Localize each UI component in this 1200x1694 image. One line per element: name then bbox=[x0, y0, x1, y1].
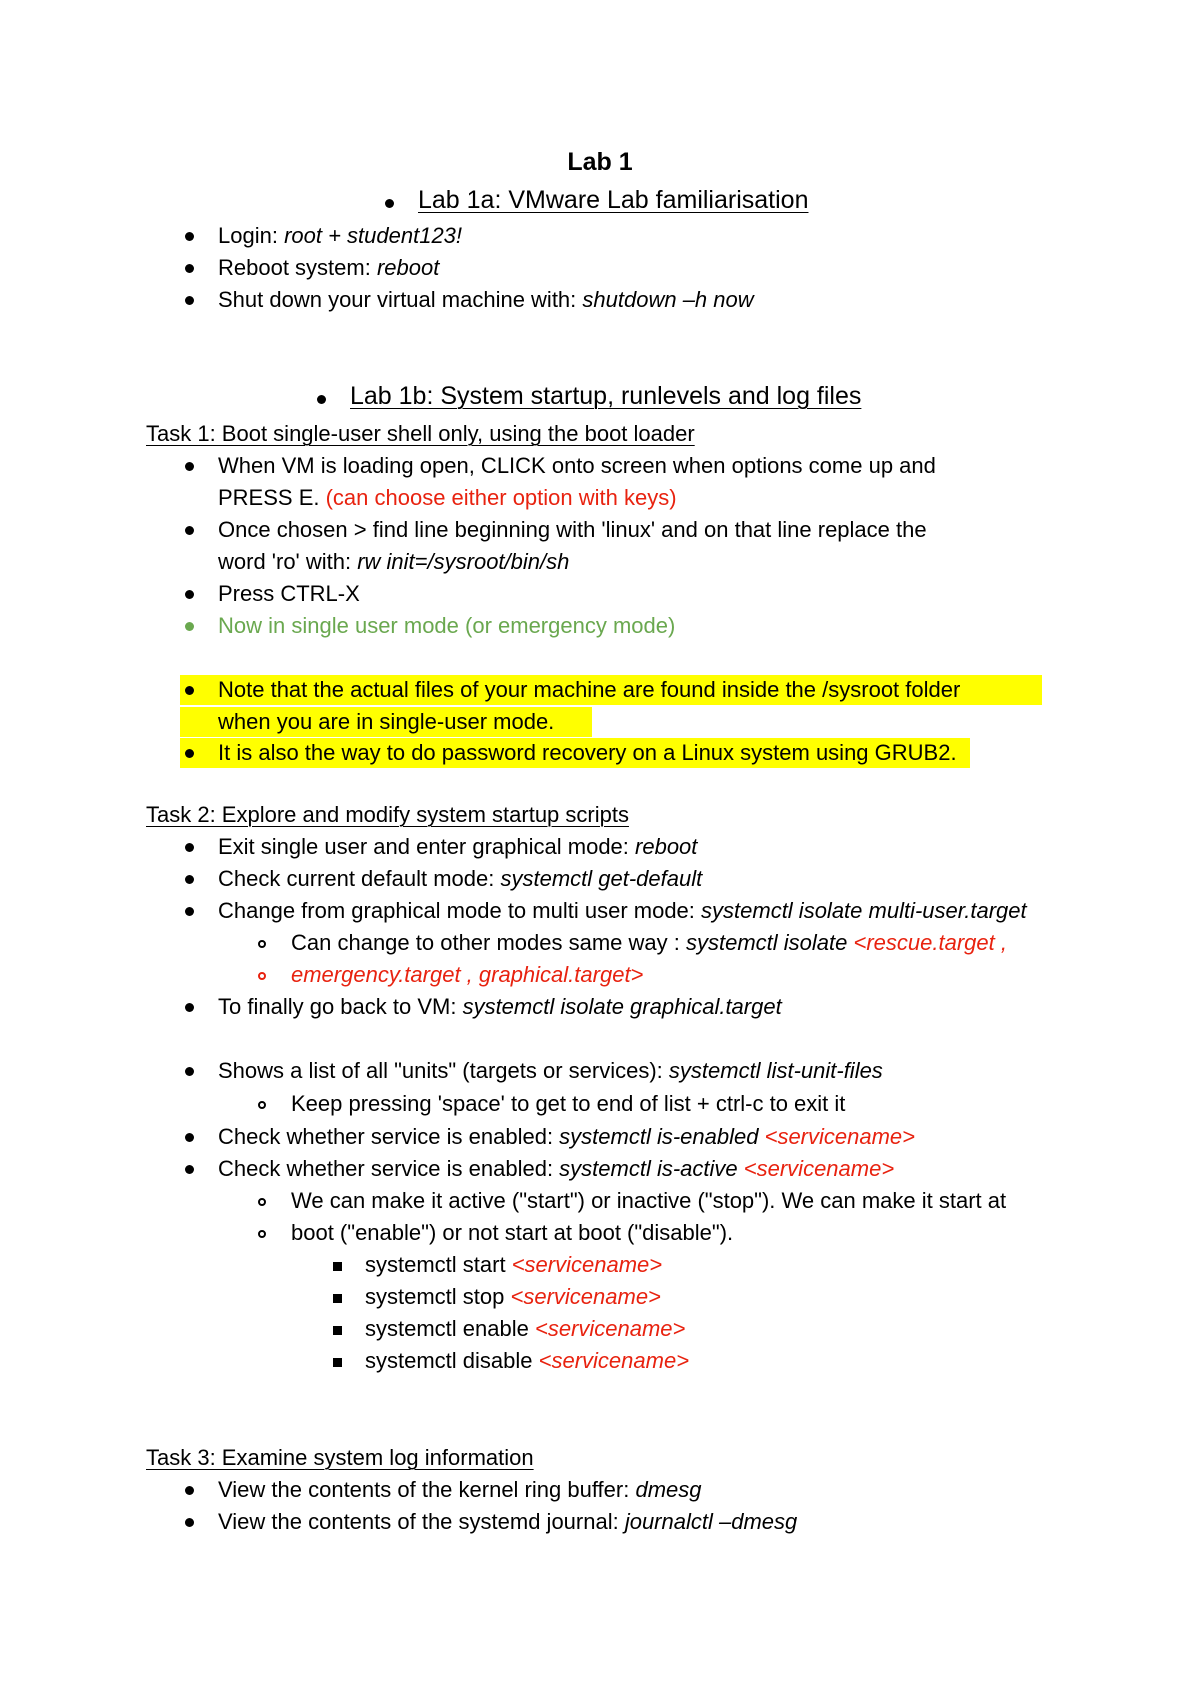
sub-bullet-icon bbox=[258, 940, 266, 948]
bullet-icon bbox=[185, 875, 194, 884]
bullet-icon bbox=[185, 843, 194, 852]
bullet-icon bbox=[185, 462, 194, 471]
bullet-icon bbox=[185, 590, 194, 599]
command-item bbox=[365, 1346, 689, 1376]
sub-list-item bbox=[291, 928, 1007, 958]
heading-bullet-icon bbox=[317, 395, 326, 404]
placeholder-text: <servicename> bbox=[743, 1156, 895, 1181]
list-item bbox=[218, 253, 439, 283]
command-item bbox=[365, 1250, 662, 1280]
sub-list-item: We can make it active ("start") or inactive ("stop"). We can make it start at bbox=[291, 1188, 1007, 1213]
sub-bullet-icon bbox=[258, 972, 266, 980]
command-text: systemctl enable bbox=[365, 1316, 535, 1341]
bullet-icon bbox=[185, 264, 194, 273]
lab1b-heading: Lab 1b: System startup, runlevels and log files bbox=[350, 382, 862, 410]
item-text: View the contents of the systemd journal: bbox=[218, 1509, 625, 1534]
list-item: When VM is loading open, CLICK onto screen when options come up and bbox=[218, 453, 936, 478]
item-text: word 'ro' with: bbox=[218, 549, 358, 574]
list-item: Press CTRL-X bbox=[218, 581, 360, 606]
square-bullet-icon bbox=[333, 1262, 342, 1271]
list-item bbox=[218, 285, 754, 315]
command-text: reboot bbox=[635, 834, 698, 859]
command-text: systemctl list-unit-files bbox=[668, 1058, 883, 1083]
placeholder-text: <servicename> bbox=[510, 1284, 661, 1309]
sub-bullet-icon bbox=[258, 1230, 266, 1238]
command-text: systemctl start bbox=[365, 1252, 512, 1277]
item-text: Exit single user and enter graphical mode: bbox=[218, 834, 636, 859]
task1-heading: Task 1: Boot single-user shell only, using the boot loader bbox=[146, 421, 695, 446]
bullet-icon bbox=[185, 1067, 194, 1076]
placeholder-text: <servicename> bbox=[534, 1316, 686, 1341]
bullet-icon bbox=[185, 749, 194, 758]
item-text: Check current default mode: bbox=[218, 866, 501, 891]
list-item bbox=[218, 1154, 894, 1184]
list-item bbox=[218, 832, 697, 862]
list-item bbox=[218, 896, 1027, 926]
item-text: Check whether service is enabled: bbox=[218, 1124, 560, 1149]
list-item bbox=[218, 992, 782, 1022]
placeholder-text: <servicename> bbox=[764, 1124, 916, 1149]
note-text: (can choose either option with keys) bbox=[325, 485, 677, 510]
highlighted-note: when you are in single-user mode. bbox=[218, 709, 555, 734]
item-text: Shut down your virtual machine with: bbox=[218, 287, 583, 312]
command-text: root + student123! bbox=[284, 223, 463, 248]
item-text: Reboot system: bbox=[218, 255, 377, 280]
command-text: systemctl is-enabled bbox=[559, 1124, 765, 1149]
command-text: systemctl stop bbox=[365, 1284, 511, 1309]
bullet-icon bbox=[185, 907, 194, 916]
item-text: View the contents of the kernel ring buffer: bbox=[218, 1477, 636, 1502]
command-text: systemctl get-default bbox=[500, 866, 703, 891]
item-text: PRESS E. bbox=[218, 485, 326, 510]
command-text: systemctl is-active bbox=[559, 1156, 744, 1181]
command-text: reboot bbox=[376, 255, 440, 280]
bullet-icon bbox=[185, 1133, 194, 1142]
item-text: Change from graphical mode to multi user mode: bbox=[218, 898, 702, 923]
command-text: journalctl –dmesg bbox=[624, 1509, 798, 1534]
list-item bbox=[218, 1507, 797, 1537]
command-text: systemctl isolate graphical.target bbox=[462, 994, 782, 1019]
page-title: Lab 1 bbox=[567, 148, 633, 176]
item-text: To finally go back to VM: bbox=[218, 994, 463, 1019]
bullet-icon bbox=[185, 1003, 194, 1012]
square-bullet-icon bbox=[333, 1294, 342, 1303]
list-item bbox=[218, 1122, 915, 1152]
item-text: Can change to other modes same way : bbox=[291, 930, 686, 955]
bullet-icon bbox=[185, 622, 194, 631]
highlighted-note: Note that the actual files of your machine are found inside the /sysroot folder bbox=[218, 677, 961, 702]
command-text: dmesg bbox=[635, 1477, 702, 1502]
item-text: Login: bbox=[218, 223, 285, 248]
command-text: systemctl disable bbox=[365, 1348, 539, 1373]
command-text: rw init=/sysroot/bin/sh bbox=[357, 549, 570, 574]
square-bullet-icon bbox=[333, 1358, 342, 1367]
list-item bbox=[218, 1475, 702, 1505]
list-item bbox=[218, 1056, 883, 1086]
command-text: shutdown –h now bbox=[582, 287, 754, 312]
sub-bullet-icon bbox=[258, 1101, 266, 1109]
list-item bbox=[218, 221, 462, 251]
item-text: Shows a list of all "units" (targets or services): bbox=[218, 1058, 669, 1083]
placeholder-text: <servicename> bbox=[511, 1252, 663, 1277]
lab1a-heading: Lab 1a: VMware Lab familiarisation bbox=[418, 186, 809, 214]
placeholder-text: <servicename> bbox=[538, 1348, 690, 1373]
bullet-icon bbox=[185, 232, 194, 241]
highlighted-note: It is also the way to do password recovery on a Linux system using GRUB2. bbox=[218, 740, 957, 765]
bullet-icon bbox=[185, 526, 194, 535]
task3-heading: Task 3: Examine system log information bbox=[146, 1445, 534, 1470]
bullet-icon bbox=[185, 686, 194, 695]
list-item: Now in single user mode (or emergency mode) bbox=[218, 613, 676, 638]
bullet-icon bbox=[185, 1518, 194, 1527]
sub-list-item: boot ("enable") or not start at boot ("disable"). bbox=[291, 1220, 734, 1245]
list-item-continuation bbox=[218, 547, 569, 577]
heading-bullet-icon bbox=[385, 199, 394, 208]
list-item bbox=[218, 864, 702, 894]
bullet-icon bbox=[185, 296, 194, 305]
bullet-icon bbox=[185, 1486, 194, 1495]
command-text: systemctl isolate multi-user.target bbox=[701, 898, 1027, 923]
square-bullet-icon bbox=[333, 1326, 342, 1335]
command-text: systemctl isolate bbox=[686, 930, 854, 955]
command-item bbox=[365, 1314, 685, 1344]
sub-bullet-icon bbox=[258, 1198, 266, 1206]
bullet-icon bbox=[185, 1165, 194, 1174]
command-item bbox=[365, 1282, 661, 1312]
sub-list-item: Keep pressing 'space' to get to end of list + ctrl-c to exit it bbox=[291, 1091, 846, 1116]
sub-list-item: emergency.target , graphical.target> bbox=[291, 962, 644, 987]
list-item-continuation bbox=[218, 483, 677, 513]
targets-text: <rescue.target , bbox=[853, 930, 1007, 955]
item-text: Check whether service is enabled: bbox=[218, 1156, 560, 1181]
task2-heading: Task 2: Explore and modify system startup scripts bbox=[146, 802, 629, 827]
list-item: Once chosen > find line beginning with 'linux' and on that line replace the bbox=[218, 517, 927, 542]
